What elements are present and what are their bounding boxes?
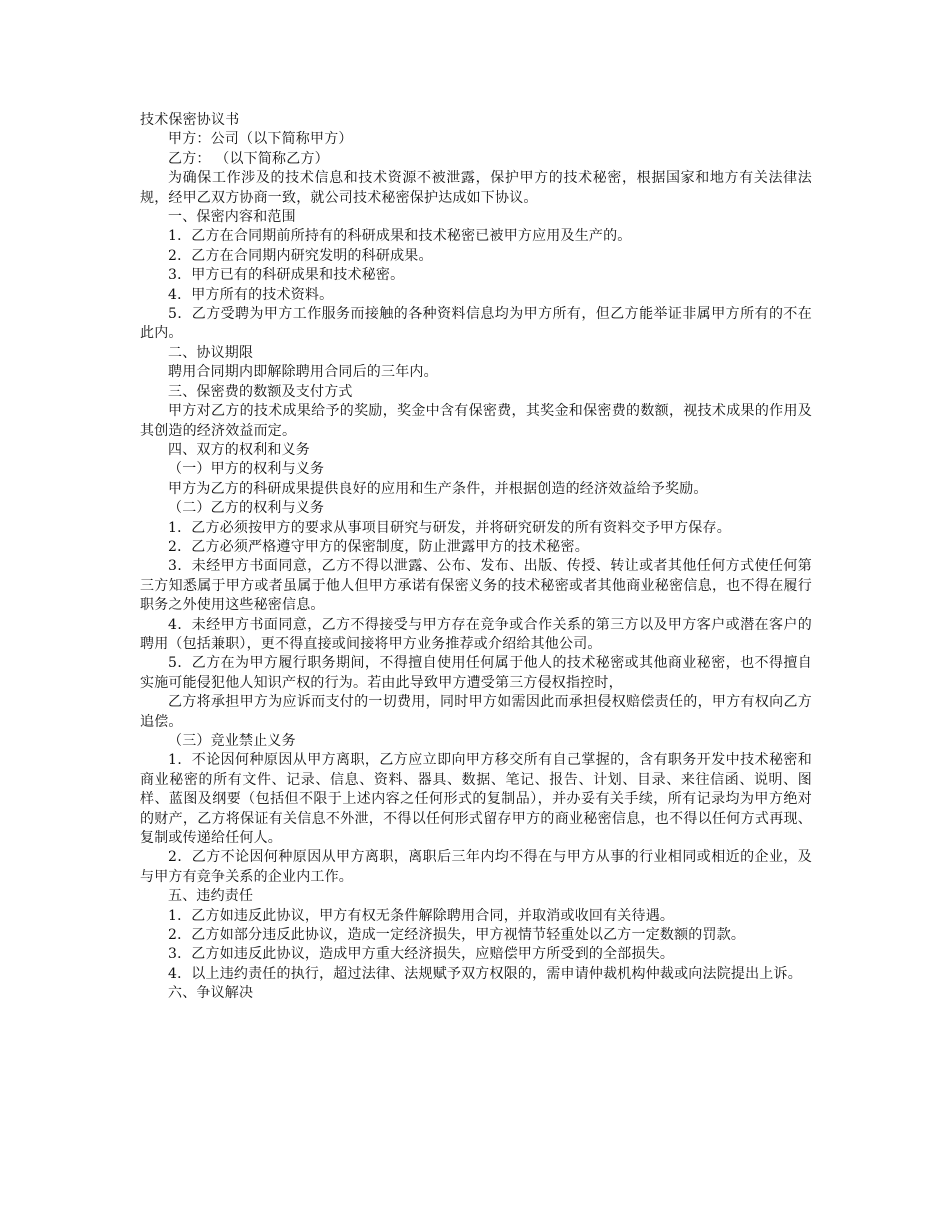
document-title: 技术保密协议书 xyxy=(140,112,240,128)
clause-paragraph: 乙方将承担甲方为应诉而支付的一切费用，同时甲方如需因此而承担侵权赔偿责任的，甲方有权向乙方追偿。 xyxy=(140,694,812,730)
clause-paragraph: 2．乙方如部分违反此协议，造成一定经济损失，甲方视情节轻重处以乙方一定数额的罚款。 xyxy=(168,927,746,944)
section-heading-4: 四、双方的权利和义务 xyxy=(168,441,310,458)
clause-paragraph: 聘用合同期内即解除聘用合同后的三年内。 xyxy=(168,364,438,381)
section-heading-3: 三、保密费的数额及支付方式 xyxy=(168,383,353,400)
subsection-heading: （一）甲方的权利与义务 xyxy=(168,461,325,478)
section-heading-2: 二、协议期限 xyxy=(168,344,254,361)
clause-paragraph: 2．乙方不论因何种原因从甲方离职，离职后三年内均不得在与甲方从事的行业相同或相近的企业，及与甲方有竞争关系的企业内工作。 xyxy=(140,849,812,885)
section-heading-5: 五、违约责任 xyxy=(168,888,254,905)
clause-paragraph: 1．乙方如违反此协议，甲方有权无条件解除聘用合同，并取消或收回有关待遇。 xyxy=(168,907,675,924)
subsection-heading: （三）竞业禁止义务 xyxy=(168,733,296,749)
preamble-paragraph: 为确保工作涉及的技术信息和技术资源不被泄露，保护甲方的技术秘密，根据国家和地方有关法律法规，经甲乙双方协商一致，就公司技术秘密保护达成如下协议。 xyxy=(140,170,812,206)
clause-paragraph: 5．乙方在为甲方履行职务期间，不得擅自使用任何属于他人的技术秘密或其他商业秘密，也不得擅自实施可能侵犯他人知识产权的行为。若由此导致甲方遭受第三方侵权指控时， xyxy=(140,655,812,691)
party-b-line: 乙方： （以下简称乙方） xyxy=(168,150,329,167)
clause-paragraph: 3．甲方已有的科研成果和技术秘密。 xyxy=(168,267,405,284)
clause-paragraph: 甲方为乙方的科研成果提供良好的应用和生产条件，并根据创造的经济效益给予奖励。 xyxy=(168,480,708,497)
section-heading-1: 一、保密内容和范围 xyxy=(168,209,296,226)
clause-paragraph: 3．乙方如违反此协议，造成甲方重大经济损失，应赔偿甲方所受到的全部损失。 xyxy=(168,946,675,963)
clause-paragraph: 3．未经甲方书面同意，乙方不得以泄露、公布、发布、出版、传授、转让或者其他任何方式使任何第三方知悉属于甲方或者虽属于他人但甲方承诺有保密义务的技术秘密或者其他商业秘密信息，也不得在履行职务之外使用这些秘密信息。 xyxy=(140,558,812,614)
clause-paragraph: 1．乙方在合同期前所持有的科研成果和技术秘密已被甲方应用及生产的。 xyxy=(168,228,632,245)
section-heading-6: 六、争议解决 xyxy=(168,985,254,1002)
subsection-heading: （二）乙方的权利与义务 xyxy=(168,500,325,517)
clause-paragraph: 甲方对乙方的技术成果给予的奖励，奖金中含有保密费，其奖金和保密费的数额，视技术成果的作用及其创造的经济效益而定。 xyxy=(140,403,812,439)
clause-paragraph: 1．不论因何种原因从甲方离职，乙方应立即向甲方移交所有自己掌握的，含有职务开发中技术秘密和商业秘密的所有文件、记录、信息、资料、器具、数据、笔记、报告、计划、目录、来往信函、说明、图样、蓝图及纲要（包括但不限于上述内容之任何形式的复制品），并办妥有关手续，所有记录均为甲方绝对的财产，乙方将保证有关信息不外泄，不得以任何形式留存甲方的商业秘密信息，也不得以任何方式再现、复制或传递给任何人。 xyxy=(140,752,812,847)
document-page xyxy=(140,111,812,1004)
clause-paragraph: 2．乙方在合同期内研究发明的科研成果。 xyxy=(168,247,433,264)
clause-paragraph: 1．乙方必须按甲方的要求从事项目研究与研发，并将研究研发的所有资料交予甲方保存。 xyxy=(168,519,731,536)
clause-paragraph: 4．以上违约责任的执行，超过法律、法规赋予双方权限的，需申请仲裁机构仲裁或向法院提出上诉。 xyxy=(168,965,802,982)
party-a-line: 甲方：公司（以下简称甲方） xyxy=(168,131,353,148)
clause-paragraph: 5．乙方受聘为甲方工作服务而接触的各种资料信息均为甲方所有，但乙方能举证非属甲方所有的不在此内。 xyxy=(140,306,812,342)
clause-paragraph: 2．乙方必须严格遵守甲方的保密制度，防止泄露甲方的技术秘密。 xyxy=(168,538,589,555)
clause-paragraph: 4．甲方所有的技术资料。 xyxy=(168,286,334,303)
clause-paragraph: 4．未经甲方书面同意，乙方不得接受与甲方存在竞争或合作关系的第三方以及甲方客户或潜在客户的聘用（包括兼职），更不得直接或间接将甲方业务推荐或介绍给其他公司。 xyxy=(140,616,812,652)
